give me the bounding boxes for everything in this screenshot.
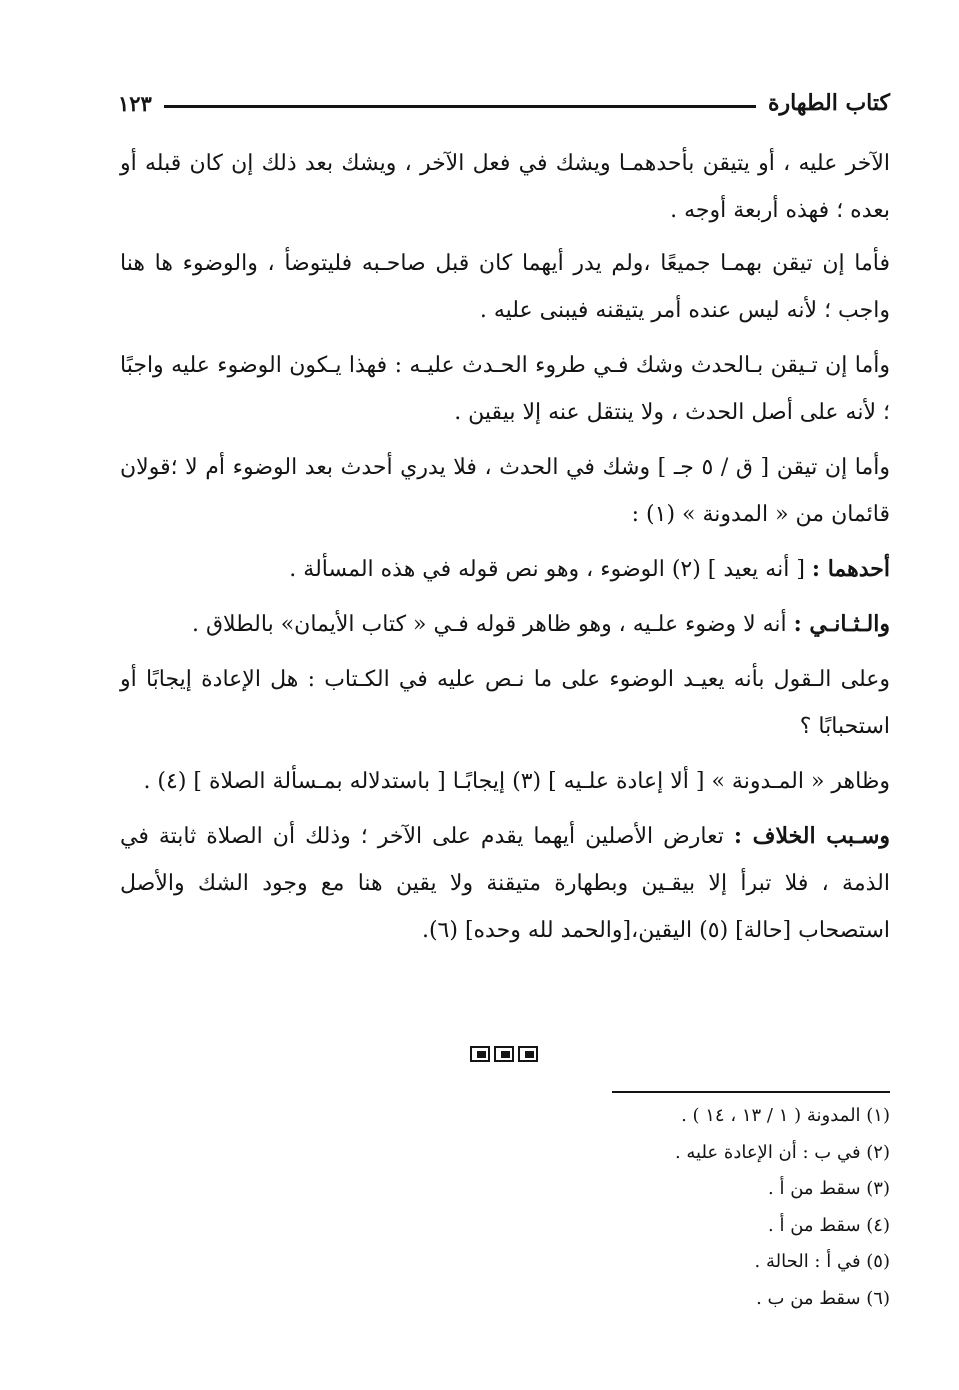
footnotes [470, 1098, 890, 1317]
paragraph [120, 758, 890, 805]
paragraph-lead: والـثـانـي : [793, 611, 890, 637]
paragraph [120, 813, 890, 954]
paragraph-text: وعلى الـقول بأنه يعيـد الوضوء على ما نـص عليه في الكـتاب : هل الإعادة إيجابًا أو استحبابًا ؟ [120, 667, 890, 739]
running-header [118, 86, 890, 120]
page-number: ١٢٣ [118, 90, 152, 116]
book-title: كتاب الطهارة [767, 90, 890, 116]
paragraph [120, 342, 890, 436]
paragraph [120, 601, 890, 648]
paragraph-text: [ أنه يعيد ] (٢) الوضوء ، وهو نص قوله في هذه المسألة . [289, 557, 805, 582]
footnote: (٥) في أ : الحالة . [754, 1251, 890, 1272]
footnote: (٣) سقط من أ . [768, 1178, 890, 1199]
section-ornament [470, 1046, 542, 1068]
paragraph-text: وأما إن تـيقن بـالحدث وشك فـي طروء الحـدث عليـه : فهذا يـكون الوضوء عليه واجبًا ؛ لأنه على أصل الحدث ، ولا ينتقل عنه إلا بيقين . [120, 353, 890, 425]
paragraph-text: وأما إن تيقن [ ق / ٥ جـ ] وشك في الحدث ، فلا يدري أحدث بعد الوضوء أم لا ؛قولان قائمان من « المدونة » (١) : [120, 455, 891, 527]
square-ornament-icon [494, 1046, 514, 1062]
paragraph [120, 140, 890, 234]
square-ornament-icon [470, 1046, 490, 1062]
footnote: (١) المدونة ( ١ / ١٣ ، ١٤ ) . [681, 1105, 890, 1126]
footnote: (٦) سقط من ب . [756, 1287, 890, 1309]
header-rule [164, 105, 756, 108]
footnote: (٢) في ب : أن الإعادة عليه . [674, 1141, 890, 1163]
paragraph-text: تعارض الأصلين أيهما يقدم على الآخر ؛ وذلك أن الصلاة ثابتة في الذمة ، فلا تبرأ إلا بيقـين وبطهارة متيقنة ولا يقين هنا مع وجود الشك والأصل استصحاب [حالة] (٥) اليقين،[والحمد لله وحده] (٦). [120, 824, 890, 943]
paragraph-text: أنه لا وضوء علـيه ، وهو ظاهر قوله فـي « كتاب الأيمان» بالطلاق . [191, 612, 787, 637]
paragraph [120, 240, 890, 334]
paragraph-text: الآخر عليه ، أو يتيقن بأحدهمـا ويشك في فعل الآخر ، ويشك بعد ذلك إن كان قبله أو بعده ؛ فهذه أربعة أوجه . [120, 151, 890, 223]
paragraph [120, 656, 890, 750]
paragraph [120, 444, 890, 538]
body-text [120, 140, 890, 962]
paragraph [120, 546, 890, 593]
paragraph-lead: أحدهما : [811, 556, 890, 582]
paragraph-text: فأما إن تيقن بهمـا جميعًا ،ولم يدر أيهما كان قبل صاحـبه فليتوضأ ، والوضوء ها هنا واجب ؛ لأنه ليس عنده أمر يتيقنه فيبنى عليه . [120, 251, 890, 323]
paragraph-text: وظاهر « المـدونة » [ ألا إعادة علـيه ] (٣) إيجابًـا [ باستدلاله بمـسألة الصلاة ] (٤) . [143, 769, 890, 794]
footnote-rule [612, 1091, 890, 1093]
footnote: (٤) سقط من أ . [768, 1214, 890, 1236]
square-ornament-icon [518, 1046, 538, 1062]
paragraph-lead: وسـبب الخلاف : [733, 823, 891, 849]
